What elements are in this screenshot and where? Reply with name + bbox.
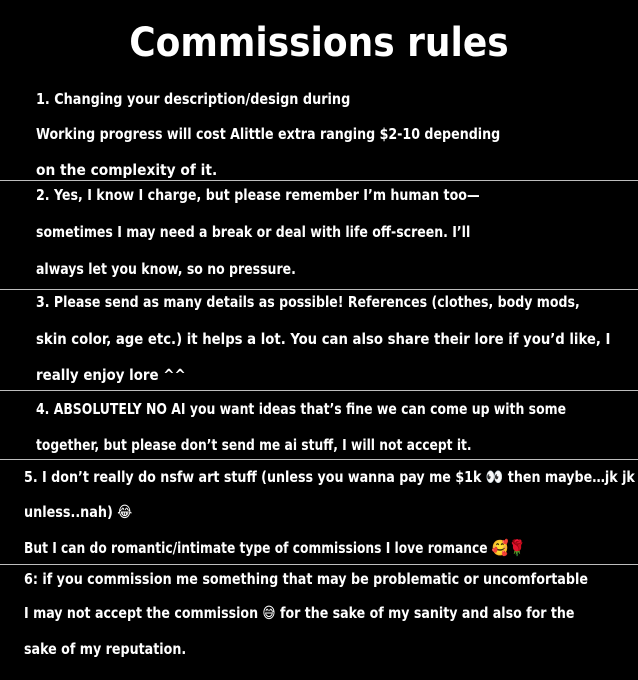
rule-3-line-1: 3. Please send as many details as possible! References (clothes, body mods, (36, 293, 580, 311)
rule-1-line-3: on the complexity of it. (36, 161, 218, 179)
rule-5-line-3: But I can do romantic/intimate type of commissions I love romance 🥰🌹 (24, 539, 526, 557)
rule-4-line-1: 4. ABSOLUTELY NO AI you want ideas that’s fine we can come up with some (36, 400, 567, 418)
rule-6-line-2: I may not accept the commission 😅 for the sake of my sanity and also for the (24, 604, 575, 622)
rule-5-line-1: 5. I don’t really do nsfw art stuff (unless you wanna pay me $1k 👀 then maybe…jk jk (24, 468, 635, 486)
rule-1-line-1: 1. Changing your description/design during (36, 90, 351, 108)
page-title: Commissions rules (129, 20, 509, 66)
rule-5-line-2: unless..nah) 😂 (24, 503, 133, 521)
rule-2-line-3: always let you know, so no pressure. (36, 260, 296, 278)
divider (0, 180, 638, 181)
rule-6-line-3: sake of my reputation. (24, 640, 187, 658)
rule-6-line-1: 6: if you commission me something that may be problematic or uncomfortable (24, 570, 588, 588)
rule-3-line-2: skin color, age etc.) it helps a lot. You can also share their lore if you’d like, I (36, 330, 611, 348)
rule-2-line-2: sometimes I may need a break or deal with life off-screen. I’ll (36, 223, 471, 241)
divider (0, 390, 638, 391)
rule-4-line-2: together, but please don’t send me ai stuff, I will not accept it. (36, 436, 472, 454)
divider (0, 289, 638, 290)
rule-3-line-3: really enjoy lore ^^ (36, 366, 186, 384)
rule-1-line-2: Working progress will cost Alittle extra ranging $2-10 depending (36, 125, 501, 143)
divider (0, 459, 638, 460)
divider (0, 564, 638, 565)
rule-2-line-1: 2. Yes, I know I charge, but please remember I’m human too— (36, 186, 480, 204)
